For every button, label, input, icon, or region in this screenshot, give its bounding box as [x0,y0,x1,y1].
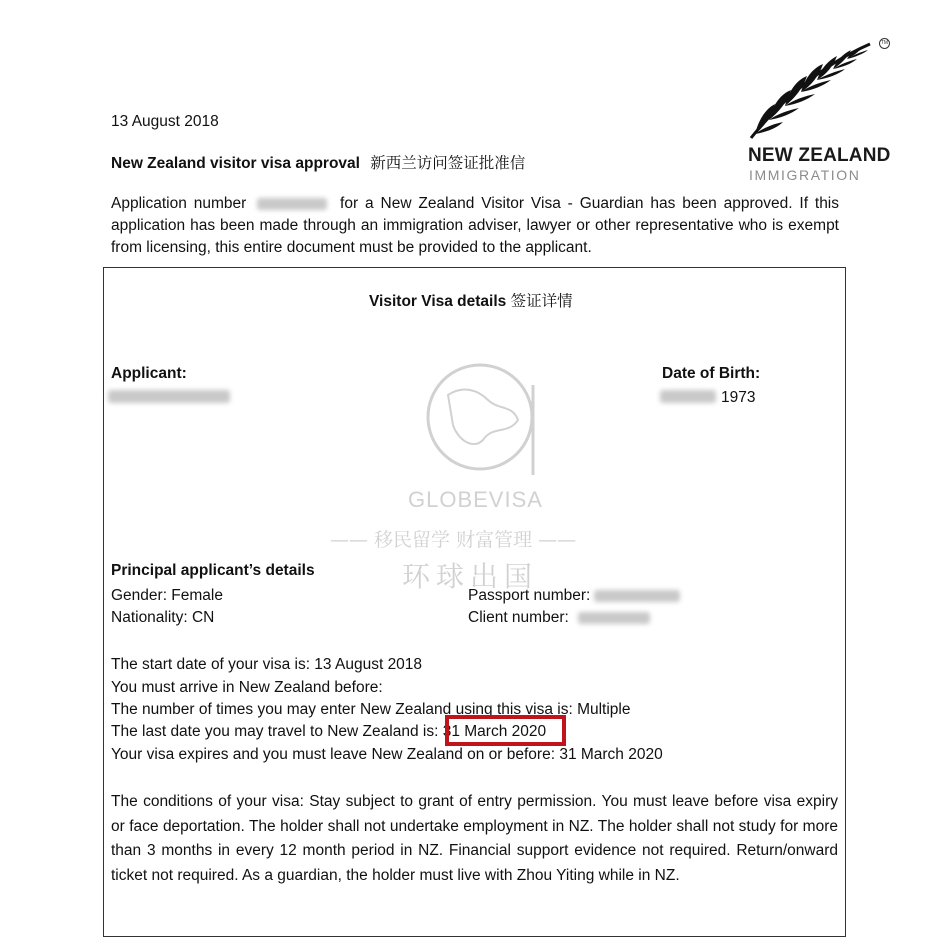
principal-heading: Principal applicant’s details [111,562,315,579]
arrive-before: You must arrive in New Zealand before: [111,679,383,696]
last-travel-date: 31 March 2020 [442,723,547,740]
applicant-label: Applicant: [111,365,187,382]
redacted-applicant-name [108,390,232,404]
watermark-tagline: —— 移民留学 财富管理 —— [330,529,577,551]
letter-date: 13 August 2018 [111,113,219,130]
dob-label: Date of Birth: [662,365,761,382]
watermark-chinese: 环球出国 [402,560,539,593]
letter-subject [111,152,525,175]
letter-subject-zh: 新西兰访问签证批准信 [370,154,526,172]
logo-line-1: NEW ZEALAND [748,145,891,166]
watermark-brand: GLOBEVISA [408,487,543,512]
details-heading-en: Visitor Visa details [369,293,507,310]
last-travel-prefix: The last date you may travel to New Zealand is: [111,723,439,740]
silver-fern-icon [745,38,885,143]
logo-line-2: IMMIGRATION [749,167,861,183]
intro-paragraph [111,193,839,259]
redacted-dob [660,390,718,404]
redacted-passport-number [594,590,682,603]
expiry: Your visa expires and you must leave New Zealand on or before: 31 March 2020 [111,746,663,763]
globevisa-watermark [330,355,630,605]
entries: The number of times you may enter New Zealand using this visa is: Multiple [111,701,631,718]
details-heading [369,290,573,313]
passport-label: Passport number: [468,587,591,604]
nz-immigration-logo [745,38,895,188]
intro-text: for a New Zealand Visitor Visa - Guardian has been approved. If this application has been made through an immigration adviser, lawyer or other representative who is exempt from licensing, this entire document must be provided to the applicant. [111,195,840,256]
highlight-last-travel-date [442,715,566,746]
conditions-paragraph: The conditions of your visa: Stay subject to grant of entry permission. You must leave before visa expiry or face deportation. The holder shall not undertake employment in NZ. The holder shall not study for more than 3 months in every 12 month period in NZ. Financial support evidence not required. Return/onward ticket not required. As a guardian, the holder must live with Zhou Yiting while in NZ. [111,793,838,884]
redacted-client-number [578,612,652,625]
globe-icon [418,355,548,485]
client-label: Client number: [468,609,569,626]
gender: Gender: Female [111,587,223,604]
dob-year: 1973 [721,389,756,406]
redacted-application-number [253,197,333,211]
start-date: The start date of your visa is: 13 August 2018 [111,656,423,673]
trademark-symbol: TM [879,38,890,49]
details-heading-zh: 签证详情 [510,292,573,310]
nationality: Nationality: CN [111,609,215,626]
letter-subject-en: New Zealand visitor visa approval [111,155,360,172]
intro-prefix: Application number [111,195,247,212]
